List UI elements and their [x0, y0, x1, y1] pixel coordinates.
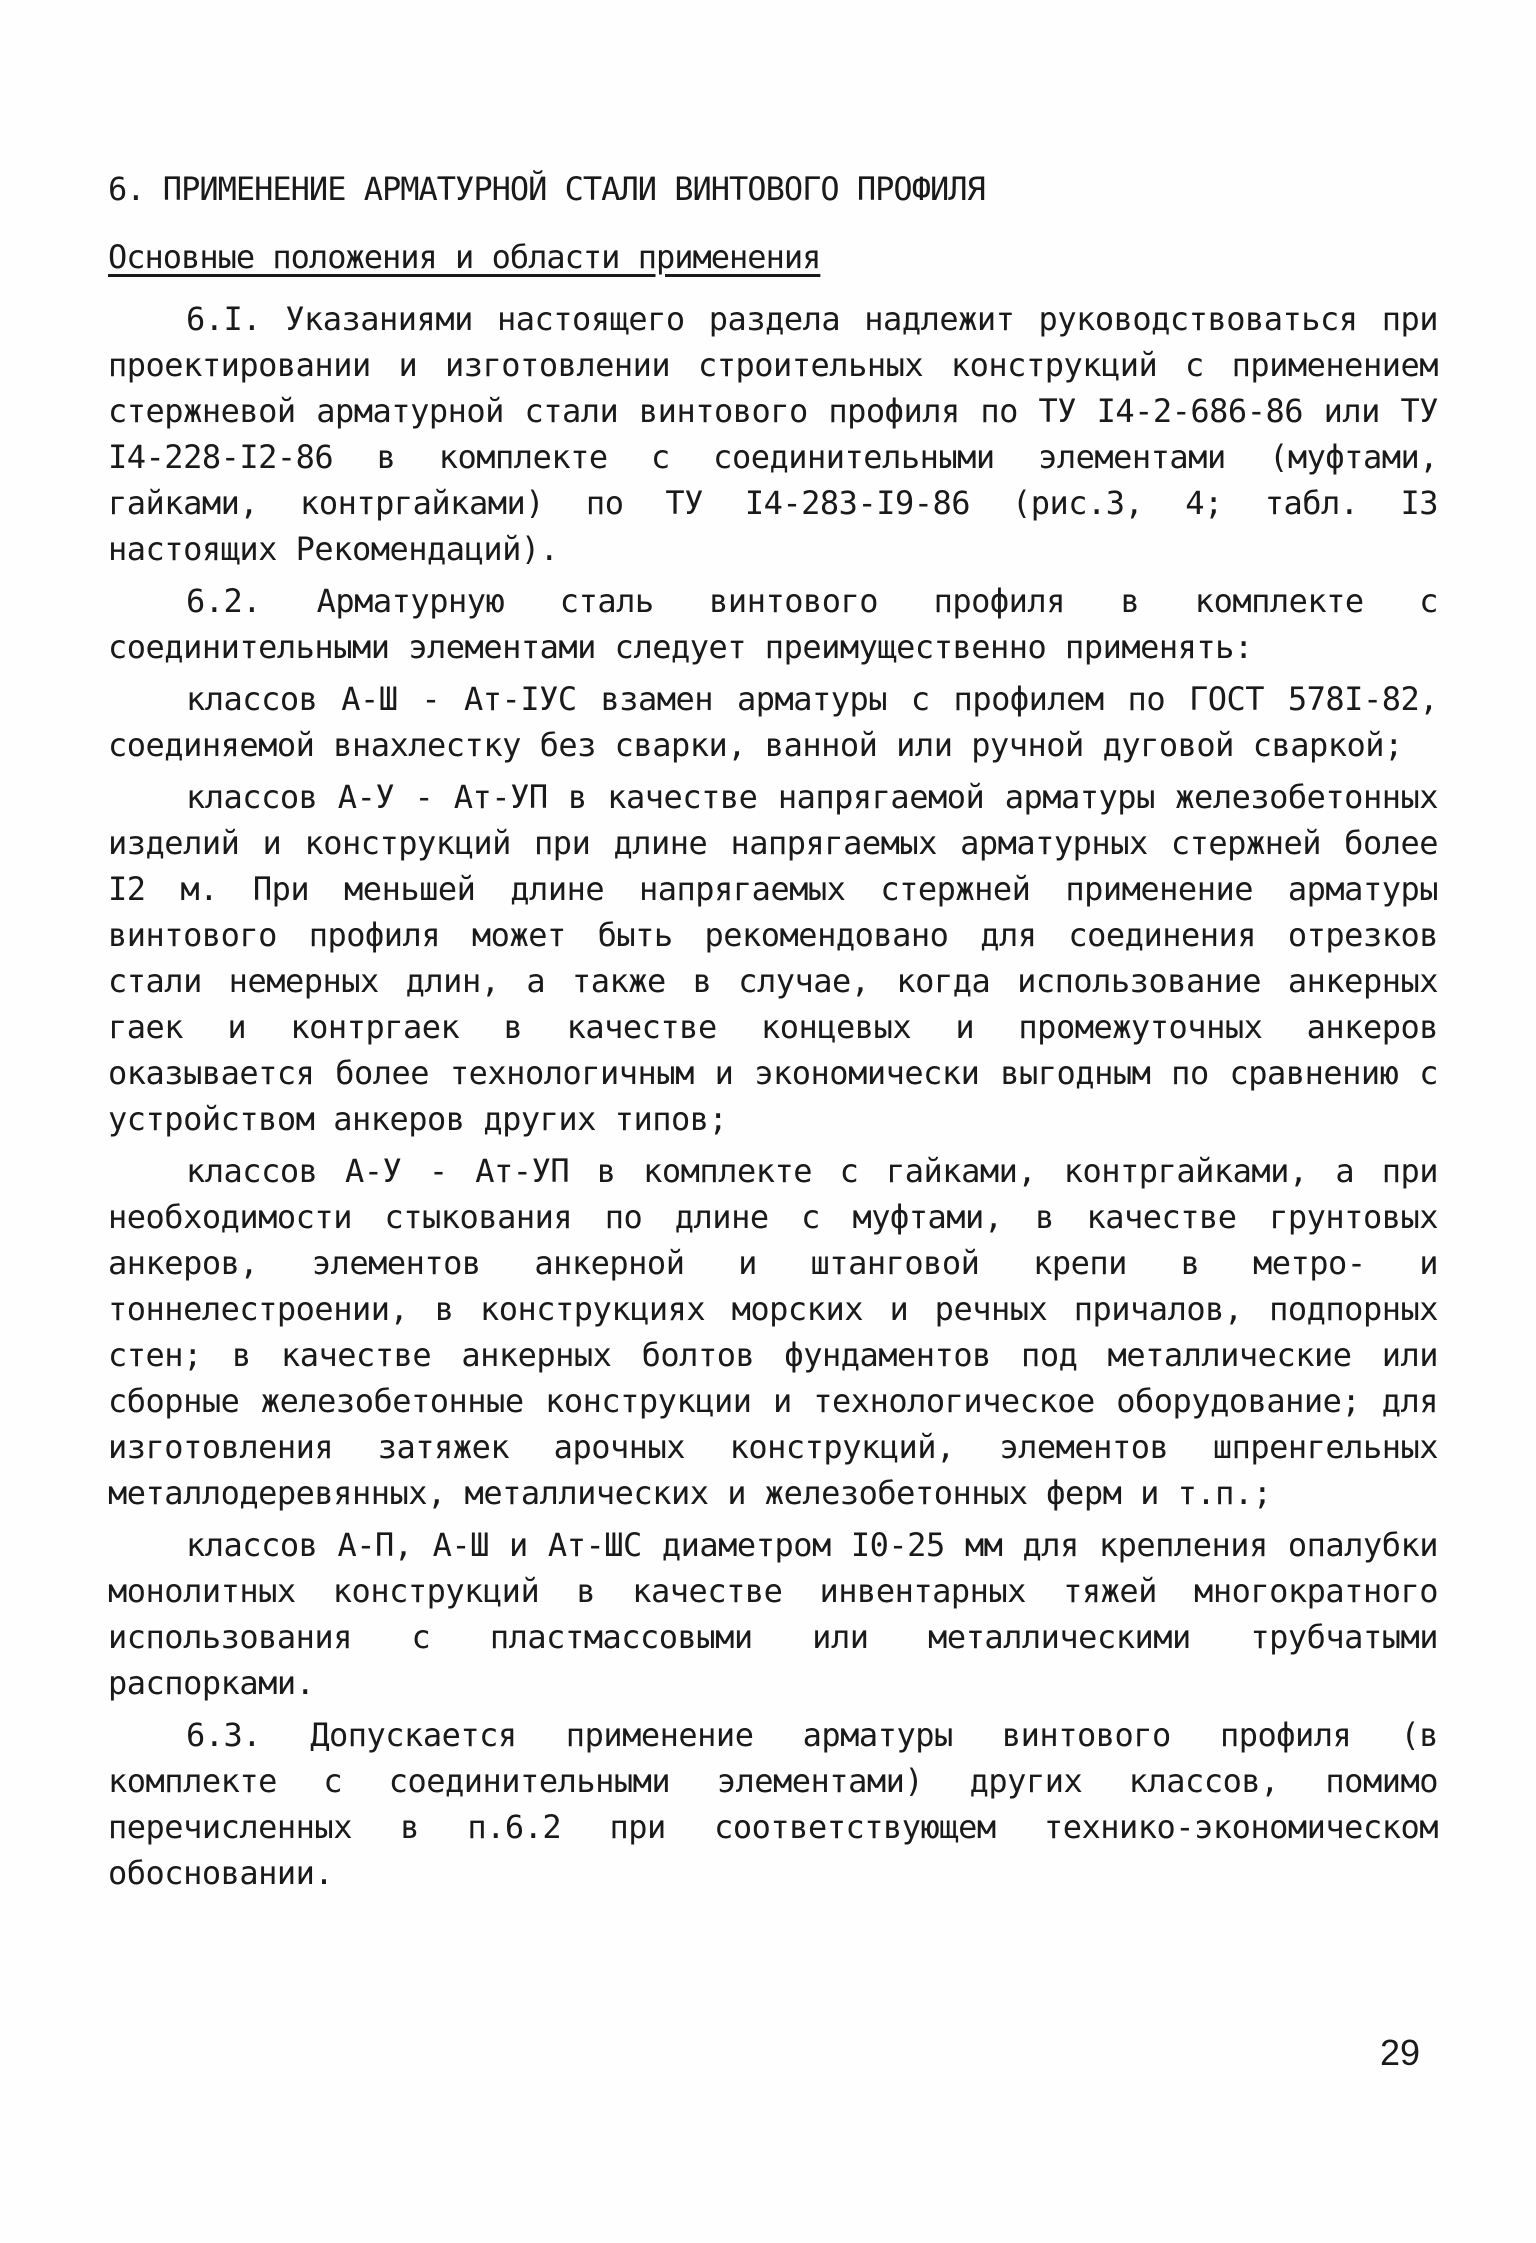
paragraph-6-1: 6.I. Указаниями настоящего раздела надлежит руководствоваться при проектировании и изготовлении строительных конструкций с применением стержневой арматурной стали винтового профиля по ТУ I4-2-686-86 или ТУ I4-228-I2-86 в комплекте с соединительными элементами (муфтами, гайками, контргайками) по ТУ I4-283-I9-86 (рис.3, 4; табл. I3 настоящих Рекомендаций).	[108, 300, 1438, 568]
paragraph-6-2: 6.2. Арматурную сталь винтового профиля в комплекте с соединительными элементами следует преимущественно применять:	[108, 582, 1438, 666]
section-body	[108, 296, 1438, 1896]
list-item-class-a3: классов А-Ш - Ат-IУС взамен арматуры с профилем по ГОСТ 578I-82, соединяемой внахлестку без сварки, ванной или ручной дуговой сваркой;	[108, 680, 1438, 764]
list-item-class-a2-formwork: классов А-П, А-Ш и Ат-ШС диаметром I0-25 мм для крепления опалубки монолитных конструкций в качестве инвентарных тяжей многократного использования с пластмассовыми или металлическими трубчатыми распорками.	[108, 1526, 1438, 1702]
list-item-class-a5-anchors: классов А-У - Ат-УП в комплекте с гайками, контргайками, а при необходимости стыкования по длине с муфтами, в качестве грунтовых анкеров, элементов анкерной и штанговой крепи в метро- и тоннелестроении, в конструкциях морских и речных причалов, подпорных стен; в качестве анкерных болтов фундаментов под металлические или сборные железобетонные конструкции и технологическое оборудование; для изготовления затяжек арочных конструкций, элементов шпренгельных металлодеревянных, металлических и железобетонных ферм и т.п.;	[108, 1152, 1438, 1512]
list-item-class-a5-prestressed: классов А-У - Ат-УП в качестве напрягаемой арматуры железобетонных изделий и конструкций при длине напрягаемых арматурных стержней более I2 м. При меньшей длине напрягаемых стержней применение арматуры винтового профиля может быть рекомендовано для соединения отрезков стали немерных длин, а также в случае, когда использование анкерных гаек и контргаек в качестве концевых и промежуточных анкеров оказывается более технологичным и экономически выгодным по сравнению с устройством анкеров других типов;	[108, 778, 1438, 1138]
section-heading: 6. ПРИМЕНЕНИЕ АРМАТУРНОЙ СТАЛИ ВИНТОВОГО ПРОФИЛЯ	[108, 170, 985, 208]
page-number: 29	[1380, 2032, 1421, 2073]
paragraph-6-3: 6.3. Допускается применение арматуры винтового профиля (в комплекте с соединительными элементами) других классов, помимо перечисленных в п.6.2 при соответствующем технико-экономическом обосновании.	[108, 1716, 1438, 1892]
section-subheading: Основные положения и области применения	[108, 238, 821, 276]
